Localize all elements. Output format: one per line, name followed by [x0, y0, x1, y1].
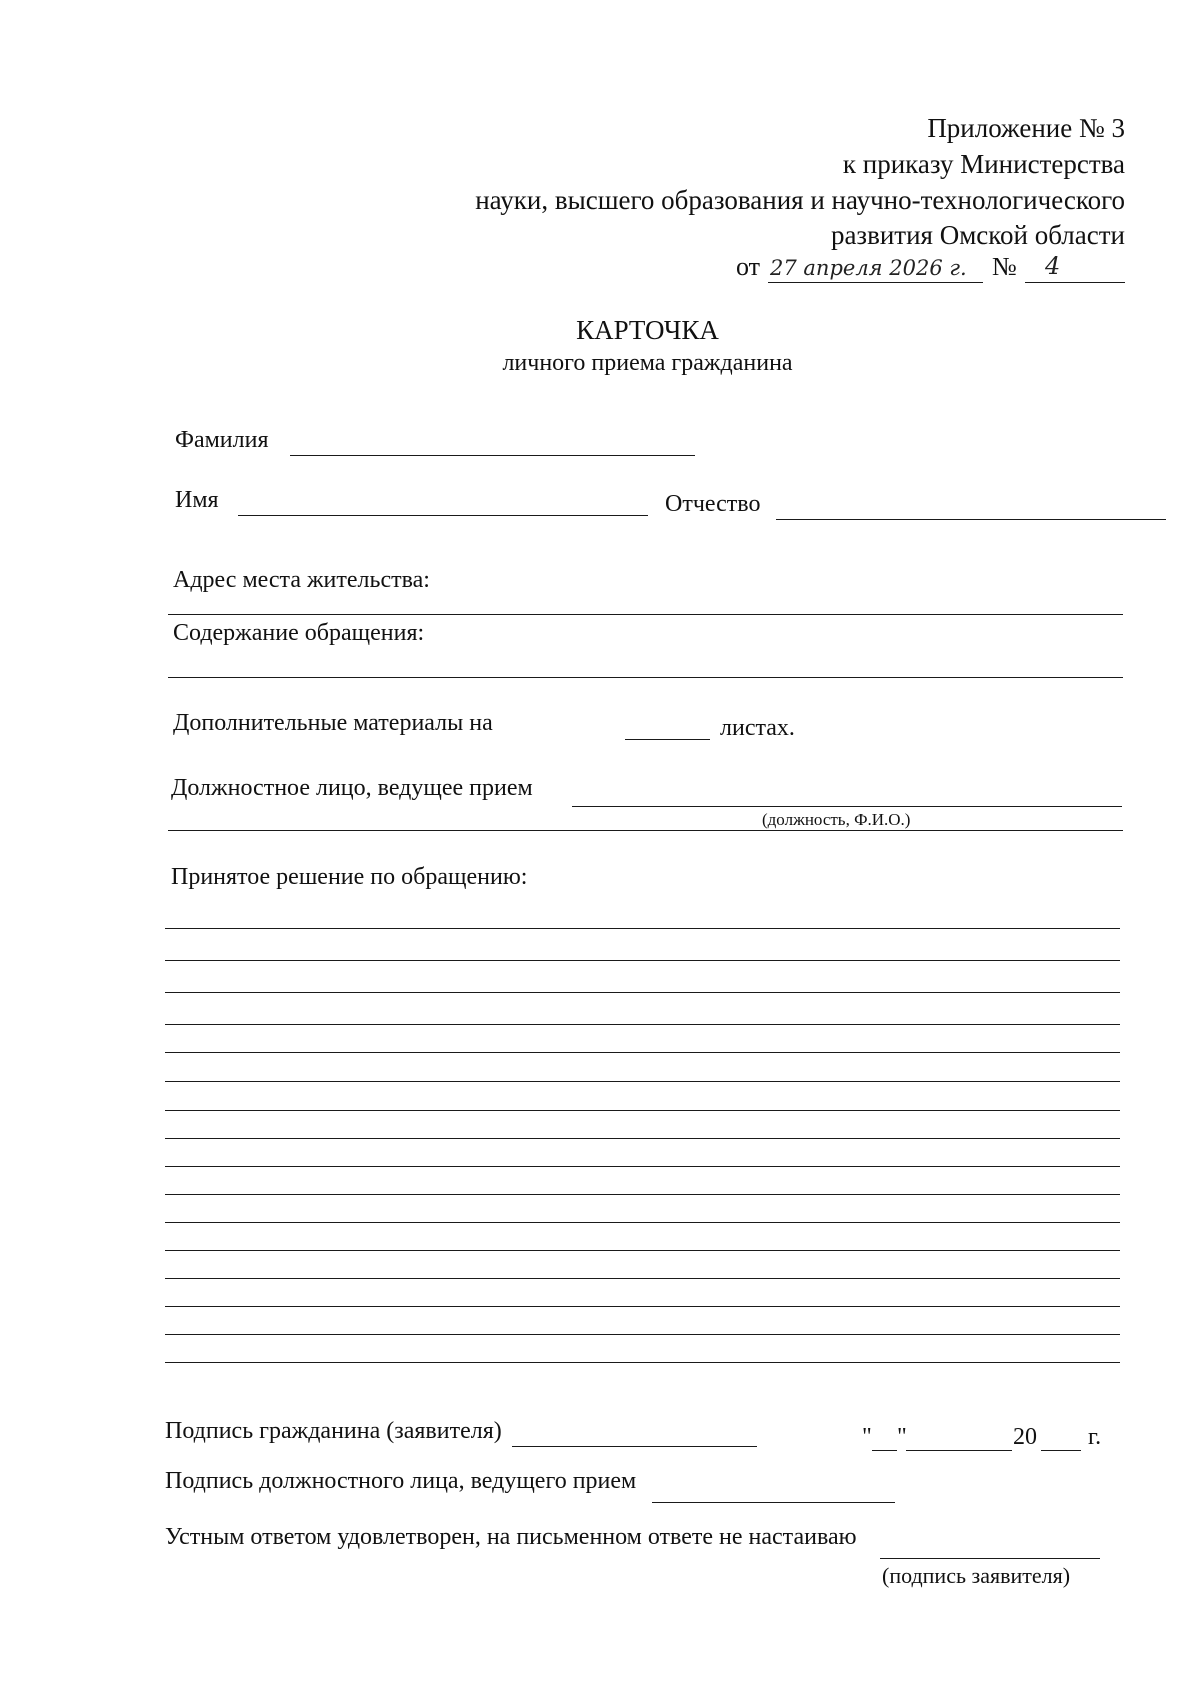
address-line[interactable]	[168, 614, 1123, 615]
appendix-order-ref: к приказу Министерства	[842, 149, 1125, 179]
date-quote-open: "	[862, 1424, 872, 1450]
official-signature-line[interactable]	[652, 1502, 895, 1503]
date-year-line[interactable]	[1041, 1450, 1081, 1451]
decision-line[interactable]	[165, 1138, 1120, 1139]
decision-line[interactable]	[165, 1306, 1120, 1307]
date-prefix: от	[736, 252, 761, 281]
number-label: №	[992, 252, 1017, 281]
decision-line[interactable]	[165, 1194, 1120, 1195]
decision-line[interactable]	[165, 960, 1120, 961]
appendix-number: Приложение № 3	[927, 113, 1125, 143]
name-label: Имя	[175, 487, 219, 513]
card-title: КАРТОЧКА	[576, 315, 719, 345]
order-number-handwritten: 4	[1045, 252, 1061, 280]
date-year-prefix: 20	[1013, 1424, 1037, 1450]
decision-line[interactable]	[165, 928, 1120, 929]
surname-label: Фамилия	[175, 427, 269, 453]
materials-count-line[interactable]	[625, 739, 710, 740]
name-line[interactable]	[238, 515, 648, 516]
oral-answer-statement: Устным ответом удовлетворен, на письменном ответе не настаиваю	[165, 1524, 857, 1550]
decision-line[interactable]	[165, 1278, 1120, 1279]
decision-label: Принятое решение по обращению:	[171, 864, 528, 890]
official-line-2[interactable]	[168, 830, 1123, 831]
applicant-signature-line[interactable]	[880, 1558, 1100, 1559]
patronymic-label: Отчество	[665, 491, 761, 517]
citizen-signature-label: Подпись гражданина (заявителя)	[165, 1418, 502, 1444]
appendix-ministry-name: науки, высшего образования и научно-технологического	[475, 185, 1125, 215]
order-date-handwritten: 27 апреля 2026 г.	[770, 256, 967, 280]
decision-line[interactable]	[165, 1222, 1120, 1223]
number-underline	[1025, 282, 1125, 283]
surname-line[interactable]	[290, 455, 695, 456]
content-label: Содержание обращения:	[173, 620, 425, 646]
decision-line[interactable]	[165, 1334, 1120, 1335]
decision-line[interactable]	[165, 1052, 1120, 1053]
decision-line[interactable]	[165, 1110, 1120, 1111]
date-underline	[768, 282, 983, 283]
official-caption: (должность, Ф.И.О.)	[762, 810, 911, 829]
official-label: Должностное лицо, ведущее прием	[171, 775, 533, 801]
decision-line[interactable]	[165, 992, 1120, 993]
citizen-signature-line[interactable]	[512, 1446, 757, 1447]
decision-line[interactable]	[165, 1250, 1120, 1251]
card-subtitle: личного приема гражданина	[502, 350, 793, 376]
date-year-suffix: г.	[1088, 1424, 1102, 1450]
materials-suffix: листах.	[720, 715, 795, 741]
decision-line[interactable]	[165, 1166, 1120, 1167]
materials-label: Дополнительные материалы на	[173, 710, 493, 736]
date-month-line[interactable]	[906, 1450, 1012, 1451]
address-label: Адрес места жительства:	[173, 567, 430, 593]
date-day-line[interactable]	[872, 1450, 897, 1451]
content-line[interactable]	[168, 677, 1123, 678]
decision-line[interactable]	[165, 1081, 1120, 1082]
date-quote-close: "	[897, 1424, 907, 1450]
applicant-signature-caption: (подпись заявителя)	[882, 1563, 1071, 1588]
decision-line[interactable]	[165, 1024, 1120, 1025]
appendix-region: развития Омской области	[830, 220, 1125, 250]
official-line[interactable]	[572, 806, 1122, 807]
patronymic-line[interactable]	[776, 519, 1166, 520]
official-signature-label: Подпись должностного лица, ведущего прием	[165, 1468, 637, 1494]
decision-line[interactable]	[165, 1362, 1120, 1363]
